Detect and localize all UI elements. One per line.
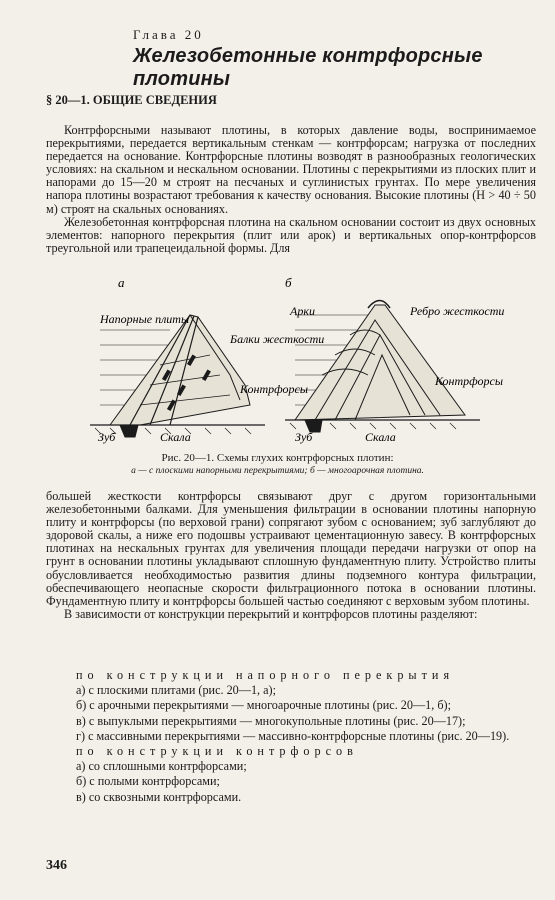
paragraph: Контрфорсными называют плотины, в которых давление воды, воспринимаемое перекрытиями, передается вертикальным стенкам — контрфорсам; нагрузка от последних передается на основание. Контрфорсные плотины возводят в разнообразных геологических условиях: на скальном и нескальном основании. Плотины с перекрытиями из плоских плит и напорами до 15—20 м строят на песчаных и суглинистых грунтах. По мере увеличения напора плотины возрастают требования к качеству основания. Высокие плотины (H > 40 ÷ 50 м) строят на скальных основаниях.	[46, 123, 536, 216]
figure-dam-schemes	[90, 275, 505, 445]
label-rock-b: Скала	[365, 430, 396, 444]
label-a: а	[118, 275, 125, 290]
list-item: б) с арочными перекрытиями — многоарочные плотины (рис. 20—1, б);	[76, 698, 451, 713]
figure-subcaption: а — с плоскими напорными перекрытиями; б — многоарочная плотина.	[131, 466, 424, 476]
list-heading: по конструкции контрфорсов	[76, 744, 358, 759]
label-rock-a: Скала	[160, 430, 191, 444]
page-number: 346	[46, 858, 67, 873]
paragraph: большей жесткости контрфорсы связывают друг с другом горизонтальными железобетонными балками. Для уменьшения фильтрации в основании плотины напорную плиту и контрфорсы (по верховой грани) сопрягают зубом с основанием; зуб заглубляют до здоровой скалы, а ниже его подошвы устраивают цементационную завесу. В контрфорсных плотинах на нескальных грунтах для увеличения площади передачи нагрузки от опор на грунт в основании плотины укладывают сплошную фундаментную плиту. Устройство плиты обусловливается необходимостью развития длины подземного контура фильтрации, обеспечивающего неопасные скорости фильтрационного потока в основании плотины. Фундаментную плиту и контрфорсы большей частью соединяют с верховым зубом плотины.	[46, 489, 536, 608]
list-item: г) с массивными перекрытиями — массивно-контрфорсные плотины (рис. 20—19).	[76, 728, 510, 743]
list-item: в) с выпуклыми перекрытиями — многокупольные плотины (рис. 20—17);	[76, 713, 466, 728]
list-item: б) с полыми контрфорсами;	[76, 774, 220, 789]
dam-diagram	[90, 275, 505, 445]
label-rib: Ребро жесткости	[410, 304, 505, 318]
label-slabs: Напорные плиты	[100, 312, 190, 326]
list-item: а) со сплошными контрфорсами;	[76, 759, 247, 774]
label-beams: Балки жесткости	[230, 332, 325, 346]
section-heading: § 20—1. ОБЩИЕ СВЕДЕНИЯ	[46, 93, 217, 107]
label-b: б	[285, 275, 292, 290]
label-tooth-a: Зуб	[98, 430, 116, 444]
list-heading: по конструкции напорного перекрытия	[76, 668, 455, 682]
chapter-title: Железобетонные контрфорсные плотины	[133, 45, 483, 90]
paragraph: В зависимости от конструкции перекрытий и контрфорсов плотины разделяют:	[64, 606, 478, 621]
label-arches: Арки	[290, 304, 315, 318]
label-tooth-b: Зуб	[295, 430, 313, 444]
label-buttress-b: Контрфорсы	[435, 374, 503, 388]
intro-text	[46, 124, 536, 255]
list-item: в) со сквозными контрфорсами.	[76, 789, 242, 804]
paragraph: Железобетонная контрфорсная плотина на скальном основании состоит из двух основных элементов: напорного перекрытия (плит или арок) и вертикальных опор-контрфорсов треугольной или трапецеидальной формы. Для	[46, 214, 536, 255]
body-text	[46, 490, 536, 621]
list-item: а) с плоскими плитами (рис. 20—1, а);	[76, 683, 276, 698]
label-buttress-a: Контрфорсы	[240, 382, 308, 396]
classification-list	[46, 668, 536, 805]
figure-caption: Рис. 20—1. Схемы глухих контрфорсных плотин:	[161, 452, 394, 464]
chapter-label: Глава 20	[133, 27, 204, 42]
